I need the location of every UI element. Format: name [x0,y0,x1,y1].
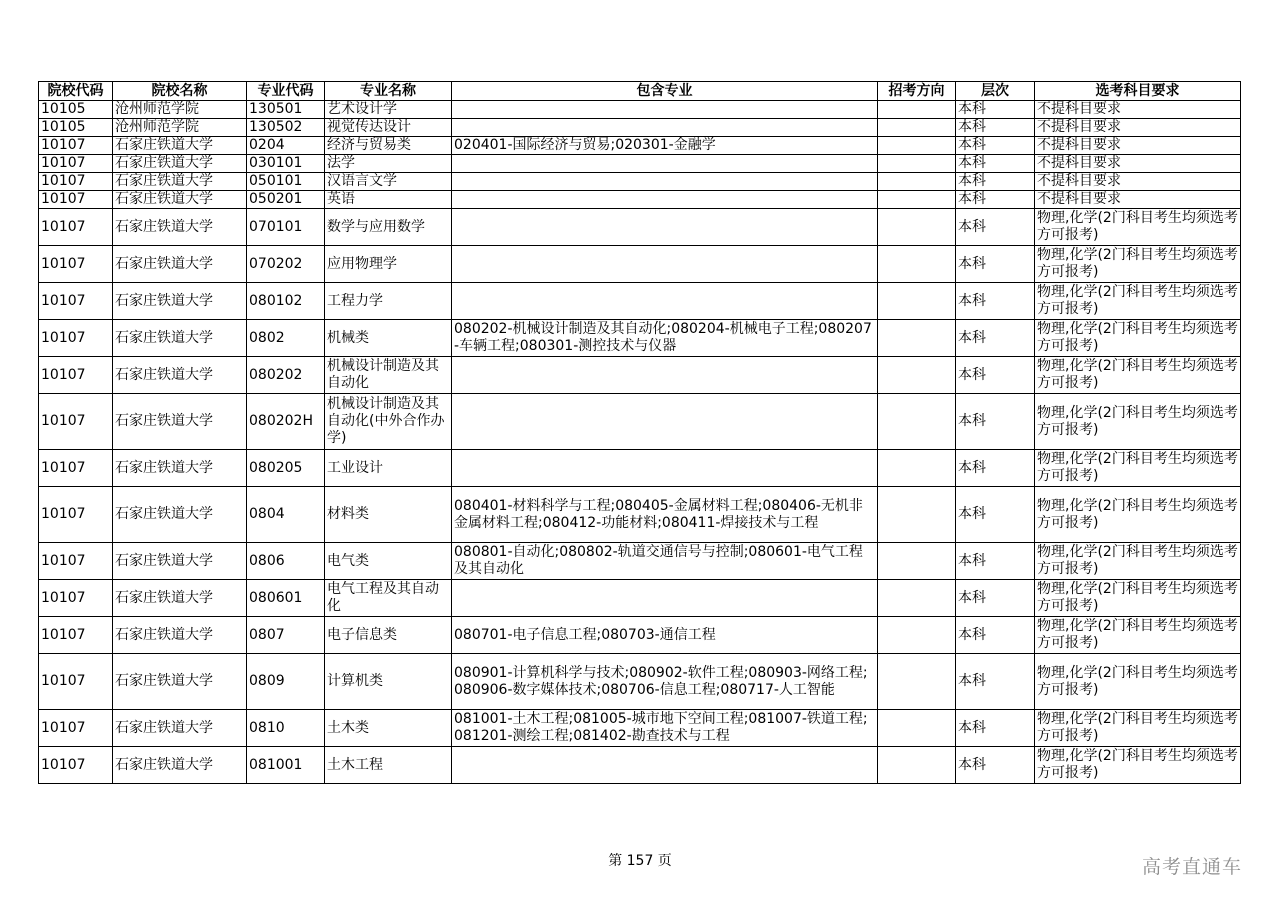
header-direction: 招考方向 [878,82,956,101]
school-name-cell: 沧州师范学院 [113,101,247,119]
level-cell: 本科 [956,137,1035,155]
level-cell: 本科 [956,320,1035,357]
major-code-cell: 080205 [247,450,325,487]
direction-cell [878,137,956,155]
included-majors-cell: 080801-自动化;080802-轨道交通信号与控制;080601-电气工程及其自动化 [452,543,878,580]
school-code-cell: 10107 [39,654,113,710]
direction-cell [878,209,956,246]
subject-requirement-cell: 不提科目要求 [1035,137,1241,155]
major-name-cell: 机械设计制造及其自动化 [325,357,452,394]
school-name-cell: 石家庄铁道大学 [113,155,247,173]
subject-requirement-cell: 物理,化学(2门科目考生均须选考方可报考) [1035,654,1241,710]
subject-requirement-cell: 不提科目要求 [1035,101,1241,119]
included-majors-cell [452,580,878,617]
school-code-cell: 10107 [39,747,113,784]
major-code-cell: 0802 [247,320,325,357]
major-name-cell: 视觉传达设计 [325,119,452,137]
level-cell: 本科 [956,283,1035,320]
subject-requirement-cell: 物理,化学(2门科目考生均须选考方可报考) [1035,246,1241,283]
included-majors-cell: 081001-土木工程;081005-城市地下空间工程;081007-铁道工程;081201-测绘工程;081402-勘查技术与工程 [452,710,878,747]
school-name-cell: 石家庄铁道大学 [113,580,247,617]
header-school-code: 院校代码 [39,82,113,101]
major-name-cell: 计算机类 [325,654,452,710]
school-code-cell: 10107 [39,580,113,617]
school-code-cell: 10107 [39,209,113,246]
header-major-code: 专业代码 [247,82,325,101]
direction-cell [878,710,956,747]
school-code-cell: 10107 [39,450,113,487]
table-row [39,710,1241,747]
table-row [39,155,1241,173]
table-row [39,246,1241,283]
table-row [39,173,1241,191]
header-school-name: 院校名称 [113,82,247,101]
subject-requirement-cell: 不提科目要求 [1035,155,1241,173]
school-code-cell: 10105 [39,119,113,137]
included-majors-cell [452,209,878,246]
school-code-cell: 10107 [39,543,113,580]
school-code-cell: 10107 [39,191,113,209]
school-name-cell: 石家庄铁道大学 [113,173,247,191]
header-subject-requirement: 选考科目要求 [1035,82,1241,101]
subject-requirement-cell: 物理,化学(2门科目考生均须选考方可报考) [1035,543,1241,580]
level-cell: 本科 [956,543,1035,580]
level-cell: 本科 [956,580,1035,617]
school-code-cell: 10107 [39,155,113,173]
table-row [39,394,1241,450]
included-majors-cell [452,283,878,320]
watermark-logo: 高考直通车 [1142,856,1243,878]
major-name-cell: 机械类 [325,320,452,357]
major-name-cell: 机械设计制造及其自动化(中外合作办学) [325,394,452,450]
school-name-cell: 石家庄铁道大学 [113,209,247,246]
level-cell: 本科 [956,394,1035,450]
included-majors-cell: 080401-材料科学与工程;080405-金属材料工程;080406-无机非金属材料工程;080412-功能材料;080411-焊接技术与工程 [452,487,878,543]
school-name-cell: 石家庄铁道大学 [113,654,247,710]
table-row [39,617,1241,654]
major-name-cell: 数学与应用数学 [325,209,452,246]
level-cell: 本科 [956,487,1035,543]
subject-requirement-cell: 物理,化学(2门科目考生均须选考方可报考) [1035,487,1241,543]
included-majors-cell [452,357,878,394]
table-row [39,487,1241,543]
school-name-cell: 石家庄铁道大学 [113,747,247,784]
major-name-cell: 电气工程及其自动化 [325,580,452,617]
table-row [39,119,1241,137]
school-code-cell: 10107 [39,487,113,543]
table-body [39,101,1241,784]
level-cell: 本科 [956,191,1035,209]
direction-cell [878,101,956,119]
school-code-cell: 10107 [39,246,113,283]
header-level: 层次 [956,82,1035,101]
table-row [39,191,1241,209]
direction-cell [878,320,956,357]
school-name-cell: 沧州师范学院 [113,119,247,137]
subject-requirement-cell: 物理,化学(2门科目考生均须选考方可报考) [1035,580,1241,617]
level-cell: 本科 [956,119,1035,137]
major-name-cell: 工程力学 [325,283,452,320]
direction-cell [878,246,956,283]
level-cell: 本科 [956,357,1035,394]
direction-cell [878,283,956,320]
header-included-majors: 包含专业 [452,82,878,101]
level-cell: 本科 [956,101,1035,119]
subject-requirement-cell: 物理,化学(2门科目考生均须选考方可报考) [1035,209,1241,246]
level-cell: 本科 [956,246,1035,283]
subject-requirement-cell: 不提科目要求 [1035,119,1241,137]
school-code-cell: 10107 [39,320,113,357]
school-code-cell: 10107 [39,357,113,394]
level-cell: 本科 [956,450,1035,487]
level-cell: 本科 [956,155,1035,173]
school-name-cell: 石家庄铁道大学 [113,617,247,654]
school-code-cell: 10107 [39,617,113,654]
school-name-cell: 石家庄铁道大学 [113,137,247,155]
school-name-cell: 石家庄铁道大学 [113,543,247,580]
direction-cell [878,394,956,450]
subject-requirement-cell: 物理,化学(2门科目考生均须选考方可报考) [1035,710,1241,747]
subject-requirement-cell: 物理,化学(2门科目考生均须选考方可报考) [1035,320,1241,357]
subject-requirement-cell: 不提科目要求 [1035,191,1241,209]
direction-cell [878,173,956,191]
included-majors-cell [452,101,878,119]
major-code-cell: 0810 [247,710,325,747]
direction-cell [878,450,956,487]
major-name-cell: 经济与贸易类 [325,137,452,155]
included-majors-cell: 080901-计算机科学与技术;080902-软件工程;080903-网络工程;080906-数字媒体技术;080706-信息工程;080717-人工智能 [452,654,878,710]
included-majors-cell [452,191,878,209]
included-majors-cell [452,155,878,173]
table-row [39,320,1241,357]
subject-requirement-cell: 不提科目要求 [1035,173,1241,191]
major-code-cell: 0806 [247,543,325,580]
major-code-cell: 030101 [247,155,325,173]
subject-requirement-cell: 物理,化学(2门科目考生均须选考方可报考) [1035,617,1241,654]
school-code-cell: 10107 [39,283,113,320]
major-code-cell: 0807 [247,617,325,654]
major-code-cell: 080601 [247,580,325,617]
direction-cell [878,191,956,209]
table-row [39,209,1241,246]
major-code-cell: 070101 [247,209,325,246]
major-name-cell: 电气类 [325,543,452,580]
major-name-cell: 材料类 [325,487,452,543]
subject-requirement-cell: 物理,化学(2门科目考生均须选考方可报考) [1035,283,1241,320]
direction-cell [878,357,956,394]
level-cell: 本科 [956,654,1035,710]
major-code-cell: 0804 [247,487,325,543]
major-code-cell: 050201 [247,191,325,209]
direction-cell [878,543,956,580]
table-row [39,580,1241,617]
direction-cell [878,155,956,173]
school-name-cell: 石家庄铁道大学 [113,320,247,357]
direction-cell [878,747,956,784]
major-name-cell: 工业设计 [325,450,452,487]
level-cell: 本科 [956,617,1035,654]
major-name-cell: 电子信息类 [325,617,452,654]
major-name-cell: 土木工程 [325,747,452,784]
school-code-cell: 10107 [39,394,113,450]
school-name-cell: 石家庄铁道大学 [113,450,247,487]
included-majors-cell [452,246,878,283]
major-code-cell: 0809 [247,654,325,710]
direction-cell [878,617,956,654]
major-code-cell: 080202 [247,357,325,394]
included-majors-cell [452,394,878,450]
school-name-cell: 石家庄铁道大学 [113,357,247,394]
school-code-cell: 10107 [39,173,113,191]
subject-requirement-cell: 物理,化学(2门科目考生均须选考方可报考) [1035,394,1241,450]
subject-requirement-cell: 物理,化学(2门科目考生均须选考方可报考) [1035,357,1241,394]
direction-cell [878,654,956,710]
school-name-cell: 石家庄铁道大学 [113,283,247,320]
school-code-cell: 10107 [39,137,113,155]
admissions-table [38,81,1241,784]
included-majors-cell [452,747,878,784]
included-majors-cell [452,173,878,191]
major-code-cell: 0204 [247,137,325,155]
included-majors-cell: 080701-电子信息工程;080703-通信工程 [452,617,878,654]
table-row [39,747,1241,784]
table-row [39,101,1241,119]
school-name-cell: 石家庄铁道大学 [113,191,247,209]
level-cell: 本科 [956,710,1035,747]
header-major-name: 专业名称 [325,82,452,101]
table-row [39,283,1241,320]
header-row [39,82,1241,101]
school-code-cell: 10105 [39,101,113,119]
major-name-cell: 艺术设计学 [325,101,452,119]
major-name-cell: 英语 [325,191,452,209]
major-code-cell: 130502 [247,119,325,137]
subject-requirement-cell: 物理,化学(2门科目考生均须选考方可报考) [1035,747,1241,784]
table-row [39,543,1241,580]
major-code-cell: 130501 [247,101,325,119]
school-code-cell: 10107 [39,710,113,747]
major-code-cell: 080202H [247,394,325,450]
major-name-cell: 法学 [325,155,452,173]
major-name-cell: 汉语言文学 [325,173,452,191]
subject-requirement-cell: 物理,化学(2门科目考生均须选考方可报考) [1035,450,1241,487]
table-row [39,654,1241,710]
included-majors-cell [452,119,878,137]
included-majors-cell: 020401-国际经济与贸易;020301-金融学 [452,137,878,155]
major-code-cell: 070202 [247,246,325,283]
school-name-cell: 石家庄铁道大学 [113,394,247,450]
major-code-cell: 050101 [247,173,325,191]
major-name-cell: 土木类 [325,710,452,747]
table-row [39,357,1241,394]
table-row [39,450,1241,487]
major-code-cell: 081001 [247,747,325,784]
major-name-cell: 应用物理学 [325,246,452,283]
school-name-cell: 石家庄铁道大学 [113,487,247,543]
level-cell: 本科 [956,747,1035,784]
level-cell: 本科 [956,173,1035,191]
level-cell: 本科 [956,209,1035,246]
included-majors-cell: 080202-机械设计制造及其自动化;080204-机械电子工程;080207-车辆工程;080301-测控技术与仪器 [452,320,878,357]
page-number: 第 157 页 [608,853,672,869]
direction-cell [878,487,956,543]
table-row [39,137,1241,155]
direction-cell [878,119,956,137]
major-code-cell: 080102 [247,283,325,320]
included-majors-cell [452,450,878,487]
school-name-cell: 石家庄铁道大学 [113,710,247,747]
school-name-cell: 石家庄铁道大学 [113,246,247,283]
direction-cell [878,580,956,617]
